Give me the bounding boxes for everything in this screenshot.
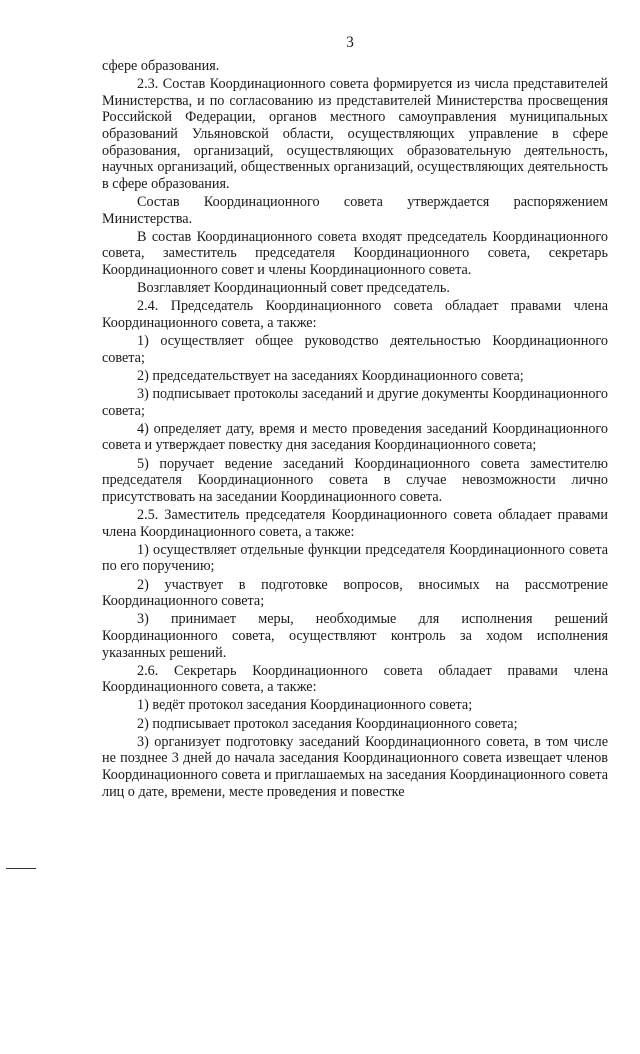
paragraph: 4) определяет дату, время и место проведения заседаний Координационного совета и утверждает повестку дня заседания Координационного совета; (102, 420, 608, 454)
paragraph: 1) ведёт протокол заседания Координационного совета; (137, 697, 473, 714)
paragraph: 2.6. Секретарь Координационного совета обладает правами члена Координационного совета, а также: (102, 662, 608, 696)
paragraph: 2.4. Председатель Координационного совета обладает правами члена Координационного совета, а также: (102, 298, 608, 331)
paragraph: 2) подписывает протокол заседания Координационного совета; (137, 715, 518, 732)
footnote-rule (6, 868, 36, 869)
paragraph: 3) принимает меры, необходимые для исполнения решений Координационного совета, осуществляют контроль за ходом исполнения указанных решений. (102, 611, 608, 661)
paragraph: 3) подписывает протоколы заседаний и другие документы Координационного совета; (102, 386, 608, 419)
page-number: 3 (346, 34, 354, 51)
paragraph: Возглавляет Координационный совет председатель. (137, 280, 450, 297)
paragraph: 2) председательствует на заседаниях Координационного совета; (137, 367, 524, 384)
paragraph: Состав Координационного совета утверждается распоряжением Министерства. (102, 193, 608, 227)
paragraph: сфере образования. (102, 58, 220, 74)
paragraph: В состав Координационного совета входят председатель Координационного совета, заместитель председателя Координационного совета, секретарь Координационного совет и члены Координационного совета. (102, 228, 608, 278)
paragraph: 5) поручает ведение заседаний Координационного совета заместителю председателя Координационного совета в случае невозможности лично присутствовать на заседании Координационного совета. (102, 455, 608, 505)
paragraph: 1) осуществляет общее руководство деятельностью Координационного совета; (102, 333, 608, 366)
paragraph: 2.3. Состав Координационного совета формируется из числа представителей Министерства, и по согласованию из представителей Министерства просвещения Российской Федерации, органов местного самоуправления муниципальных образований Ульяновской области, осуществляющих управление в сфере образования, организаций, осуществляющих образовательную деятельность, научных организаций, общественных организаций, осуществляющих деятельность в сфере образования. (102, 76, 608, 192)
paragraph: 1) осуществляет отдельные функции председателя Координационного совета по его поручению; (102, 541, 608, 575)
paragraph: 3) организует подготовку заседаний Координационного совета, в том числе не позднее 3 дней до начала заседания Координационного совета извещает членов Координационного совета и приглашаемых на заседания Координационного совета лиц о дате, времени, месте проведения и повестке (102, 733, 608, 800)
paragraph: 2) участвует в подготовке вопросов, вносимых на рассмотрение Координационного совета; (102, 576, 608, 610)
paragraph: 2.5. Заместитель председателя Координационного совета обладает правами члена Координационного совета, а также: (102, 506, 608, 540)
document-body (102, 58, 608, 802)
